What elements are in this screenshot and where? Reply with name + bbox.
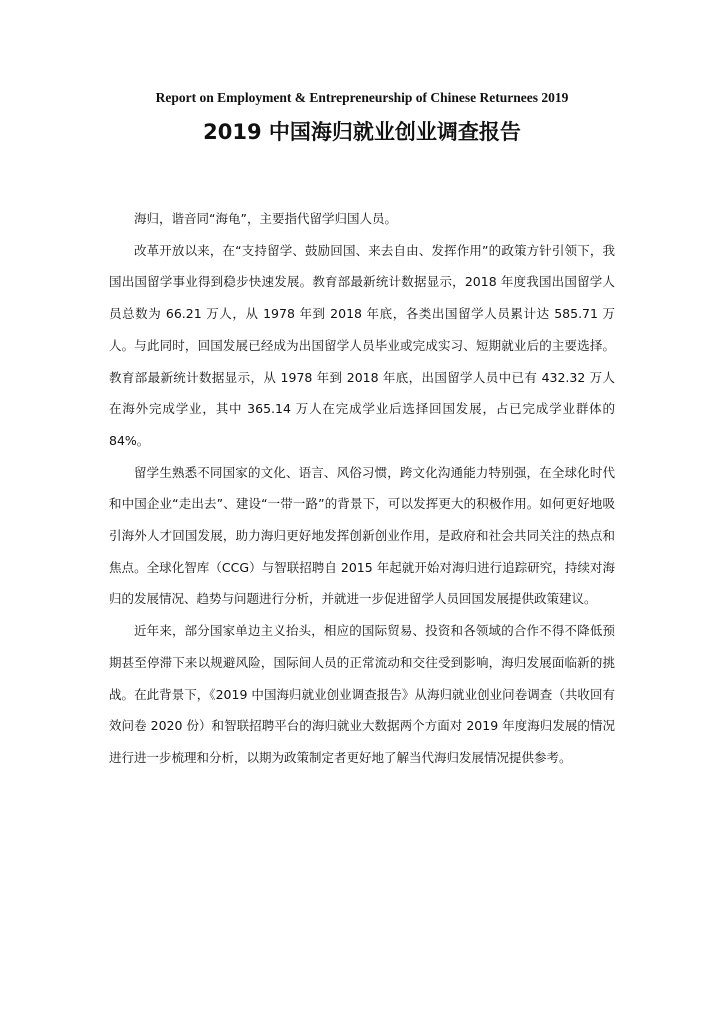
paragraph-haigui-definition: 海归，谐音同“海龟”，主要指代留学归国人员。 (134, 211, 397, 226)
chinese-title: 2019 中国海归就业创业调查报告 (203, 120, 521, 144)
paragraph-study-abroad-statistics: 改革开放以来，在“支持留学、鼓励回国、来去自由、发挥作用”的政策方针引领下，我国出国留学事业得到稳步快速发展。教育部最新统计数据显示，2018 年度我国出国留学人员总数为 66.21 万人，从 1978 年到 2018 年底，各类出国留学人员累计达 585.71 万人。与此同时，回国发展已经成为出国留学人员毕业或完成实习、短期就业后的主要选择。教育部最新统计数据显示，从 1978 年到 2018 年底，出国留学人员中已有 432.32 万人在海外完成学业，其中 365.14 万人在完成学业后选择回国发展，占已完成学业群体的 84%。 (109, 242, 615, 448)
paragraph-report-background: 近年来，部分国家单边主义抬头，相应的国际贸易、投资和各领域的合作不得不降低预期甚至停滞下来以规避风险，国际间人员的正常流动和交往受到影响，海归发展面临新的挑战。在此背景下，《2019 中国海归就业创业调查报告》从海归就业创业问卷调查（共收回有效问卷 2020 份）和智联招聘平台的海归就业大数据两个方面对 2019 年度海归发展的情况进行进一步梳理和分析，以期为政策制定者更好地了解当代海归发展情况提供参考。 (109, 623, 615, 765)
english-title: Report on Employment & Entrepreneurship of Chinese Returnees 2019 (155, 90, 569, 105)
report-body (109, 203, 615, 774)
paragraph-returnee-value: 留学生熟悉不同国家的文化、语言、风俗习惯，跨文化沟通能力特别强，在全球化时代和中国企业“走出去”、建设“一带一路”的背景下，可以发挥更大的积极作用。如何更好地吸引海外人才回国发展，助力海归更好地发挥创新创业作用，是政府和社会共同关注的热点和焦点。全球化智库（CCG）与智联招聘自 2015 年起就开始对海归进行追踪研究，持续对海归的发展情况、趋势与问题进行分析，并就进一步促进留学人员回国发展提供政策建议。 (109, 464, 615, 607)
